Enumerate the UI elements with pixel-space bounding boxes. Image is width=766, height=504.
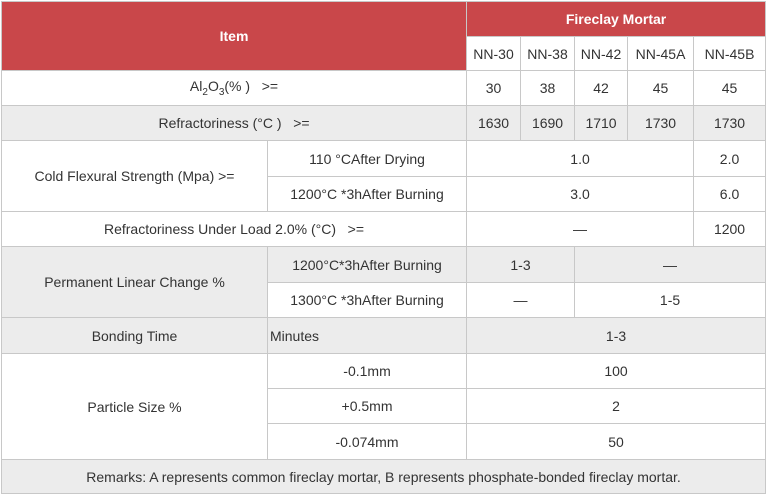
grade-header: NN-45B — [694, 37, 766, 71]
particle-size: +0.5mm — [268, 389, 467, 424]
plc-condition: 1200°C*3hAfter Burning — [268, 247, 467, 283]
grade-header: NN-42 — [575, 37, 628, 71]
cold-flexural-condition: 1200°C *3hAfter Burning — [268, 177, 467, 212]
table-cell: 1730 — [694, 106, 766, 141]
cold-flexural-row-1 — [2, 141, 766, 177]
plc-label: Permanent Linear Change % — [2, 247, 268, 318]
table-cell: 1.0 — [467, 141, 694, 177]
al2o3-row — [2, 71, 766, 106]
table-cell: 2 — [467, 389, 766, 424]
table-cell: 100 — [467, 354, 766, 389]
table-cell: 1630 — [467, 106, 521, 141]
cold-flexural-label: Cold Flexural Strength (Mpa) >= — [2, 141, 268, 212]
rul-label: Refractoriness Under Load 2.0% (°C) >= — [2, 212, 467, 247]
particle-size: -0.074mm — [268, 424, 467, 460]
table-cell: 6.0 — [694, 177, 766, 212]
fireclay-mortar-header: Fireclay Mortar — [467, 2, 766, 37]
table-cell: 45 — [694, 71, 766, 106]
plc-row-1 — [2, 247, 766, 283]
table-cell: 1-5 — [575, 283, 766, 318]
grade-header: NN-30 — [467, 37, 521, 71]
particle-size: -0.1mm — [268, 354, 467, 389]
table-cell: 1-3 — [467, 318, 766, 354]
particle-label: Particle Size % — [2, 354, 268, 460]
bonding-row — [2, 318, 766, 354]
table-cell: 30 — [467, 71, 521, 106]
table-cell: 1730 — [628, 106, 694, 141]
refractoriness-label: Refractoriness (°C ) >= — [2, 106, 467, 141]
bonding-label: Bonding Time — [2, 318, 268, 354]
table-cell: 42 — [575, 71, 628, 106]
table-cell: — — [467, 283, 575, 318]
item-header: Item — [2, 2, 467, 71]
table-cell: 3.0 — [467, 177, 694, 212]
table-cell: 1690 — [521, 106, 575, 141]
rul-row — [2, 212, 766, 247]
plc-condition: 1300°C *3hAfter Burning — [268, 283, 467, 318]
particle-row-1 — [2, 354, 766, 389]
table-cell: 2.0 — [694, 141, 766, 177]
cold-flexural-condition: 110 °CAfter Drying — [268, 141, 467, 177]
al2o3-label: $Al_2O_3(\%$ ) >= — [2, 71, 467, 106]
table-cell: 1200 — [694, 212, 766, 247]
refractoriness-row — [2, 106, 766, 141]
remarks-text: Remarks: A represents common fireclay mortar, B represents phosphate-bonded fireclay mortar. — [2, 460, 766, 494]
table-cell: 50 — [467, 424, 766, 460]
header-row-1 — [2, 2, 766, 37]
bonding-unit: Minutes — [268, 318, 467, 354]
table-cell: — — [575, 247, 766, 283]
grade-header: NN-38 — [521, 37, 575, 71]
table-cell: 38 — [521, 71, 575, 106]
remarks-row — [2, 460, 766, 494]
fireclay-mortar-spec-table — [1, 1, 766, 494]
grade-header: NN-45A — [628, 37, 694, 71]
table-cell: — — [467, 212, 694, 247]
table-cell: 1-3 — [467, 247, 575, 283]
table-cell: 1710 — [575, 106, 628, 141]
table-cell: 45 — [628, 71, 694, 106]
